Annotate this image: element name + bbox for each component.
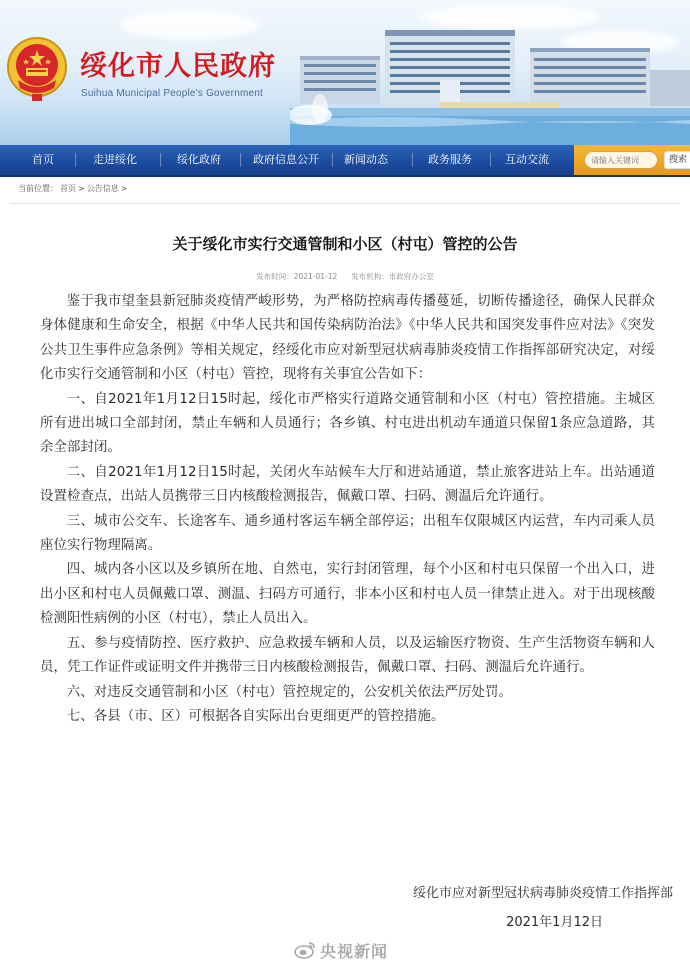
site-title: 绥化市人民政府 xyxy=(80,51,276,82)
paragraph-3: 三、城市公交车、长途客车、通乡通村客运车辆全部停运；出租车仅限城区内运营，车内司乘人员座位实行物理隔离。 xyxy=(40,513,655,554)
breadcrumb-home[interactable]: 首页 xyxy=(60,184,76,193)
paragraph-6: 六、对违反交通管制和小区（村屯）管控规定的，公安机关依法严厉处罚。 xyxy=(66,684,512,700)
search-box xyxy=(574,145,690,175)
paragraph-intro: 鉴于我市望奎县新冠肺炎疫情严峻形势，为严格防控病毒传播蔓延，切断传播途径，确保人民群众身体健康和生命安全，根据《中华人民共和国传染病防治法》《中华人民共和国突发事件应对法》《突发公共卫生事件应急条例》等相关规定，经绥化市应对新型冠状病毒肺炎疫情工作指挥部研究决定，对绥化市实行交通管制和小区（村屯）管控，现将有关事宜公告如下： xyxy=(40,294,655,383)
search-input[interactable] xyxy=(584,151,658,169)
nav-home[interactable]: 首页 xyxy=(32,153,54,166)
issuer-signature: 绥化市应对新型冠状病毒肺炎疫情工作指挥部 xyxy=(412,886,673,901)
publish-time-label: 发布时间： xyxy=(256,272,294,281)
breadcrumb-prefix: 当前位置： xyxy=(18,184,58,193)
site-subtitle: Suihua Municipal People's Government xyxy=(81,88,263,99)
nav-info-disclosure[interactable]: 政府信息公开 xyxy=(253,153,319,166)
paragraph-1: 一、自2021年1月12日15时起，绥化市严格实行道路交通管制和小区（村屯）管控措施。主城区所有进出城口全部封闭，禁止车辆和人员通行；各乡镇、村屯进出机动车通道只保留1条应急道路，其余全部封闭。 xyxy=(40,391,655,456)
paragraph-7: 七、各县（市、区）可根据各自实际出台更细更严的管控措施。 xyxy=(66,708,445,724)
publish-org-label: 发布机构： xyxy=(351,272,389,281)
breadcrumb-separator: > xyxy=(78,184,85,193)
article-title: 关于绥化市实行交通管制和小区（村屯）管控的公告 xyxy=(172,235,518,253)
breadcrumb-notices[interactable]: 公告信息 xyxy=(86,184,119,193)
article-body xyxy=(40,290,655,729)
paragraph-5: 五、参与疫情防控、医疗救护、应急救援车辆和人员，以及运输医疗物资、生产生活物资车辆和人员，凭工作证件或证明文件并携带三日内核酸检测报告，佩戴口罩、扫码、测温后允许通行。 xyxy=(40,635,655,676)
nav-about-suihua[interactable]: 走进绥化 xyxy=(93,153,137,166)
paragraph-2: 二、自2021年1月12日15时起，关闭火车站候车大厅和进站通道，禁止旅客进站上车。出站通道设置检查点，出站人员携带三日内核酸检测报告，佩戴口罩、扫码、测温后允许通行。 xyxy=(40,464,655,505)
issue-date: 2021年1月12日 xyxy=(506,915,603,930)
nav-government[interactable]: 绥化政府 xyxy=(177,153,221,166)
watermark xyxy=(294,938,388,962)
site-banner xyxy=(0,0,690,145)
government-building-photo xyxy=(290,20,690,145)
weibo-icon xyxy=(294,941,316,959)
search-button[interactable]: 搜索 xyxy=(664,151,690,169)
article-meta xyxy=(0,271,690,282)
nav-news[interactable]: 新闻动态 xyxy=(344,153,388,166)
paragraph-4: 四、城内各小区以及乡镇所在地、自然屯，实行封闭管理，每个小区和村屯只保留一个出入口，进出小区和村屯人员佩戴口罩、测温、扫码方可通行，非本小区和村屯人员一律禁止进入。对于出现核酸检测阳性病例的小区（村屯），禁止人员出入。 xyxy=(40,562,655,627)
breadcrumb-separator: > xyxy=(120,184,128,193)
publish-org: 市政府办公室 xyxy=(388,272,434,281)
breadcrumb xyxy=(18,183,129,194)
divider xyxy=(10,203,680,204)
watermark-text: 央视新闻 xyxy=(320,941,389,961)
publish-time: 2021-01-12 xyxy=(293,272,338,281)
nav-interaction[interactable]: 互动交流 xyxy=(505,153,549,166)
nav-services[interactable]: 政务服务 xyxy=(428,153,472,166)
national-emblem-icon xyxy=(6,36,68,102)
main-nav xyxy=(0,145,690,177)
